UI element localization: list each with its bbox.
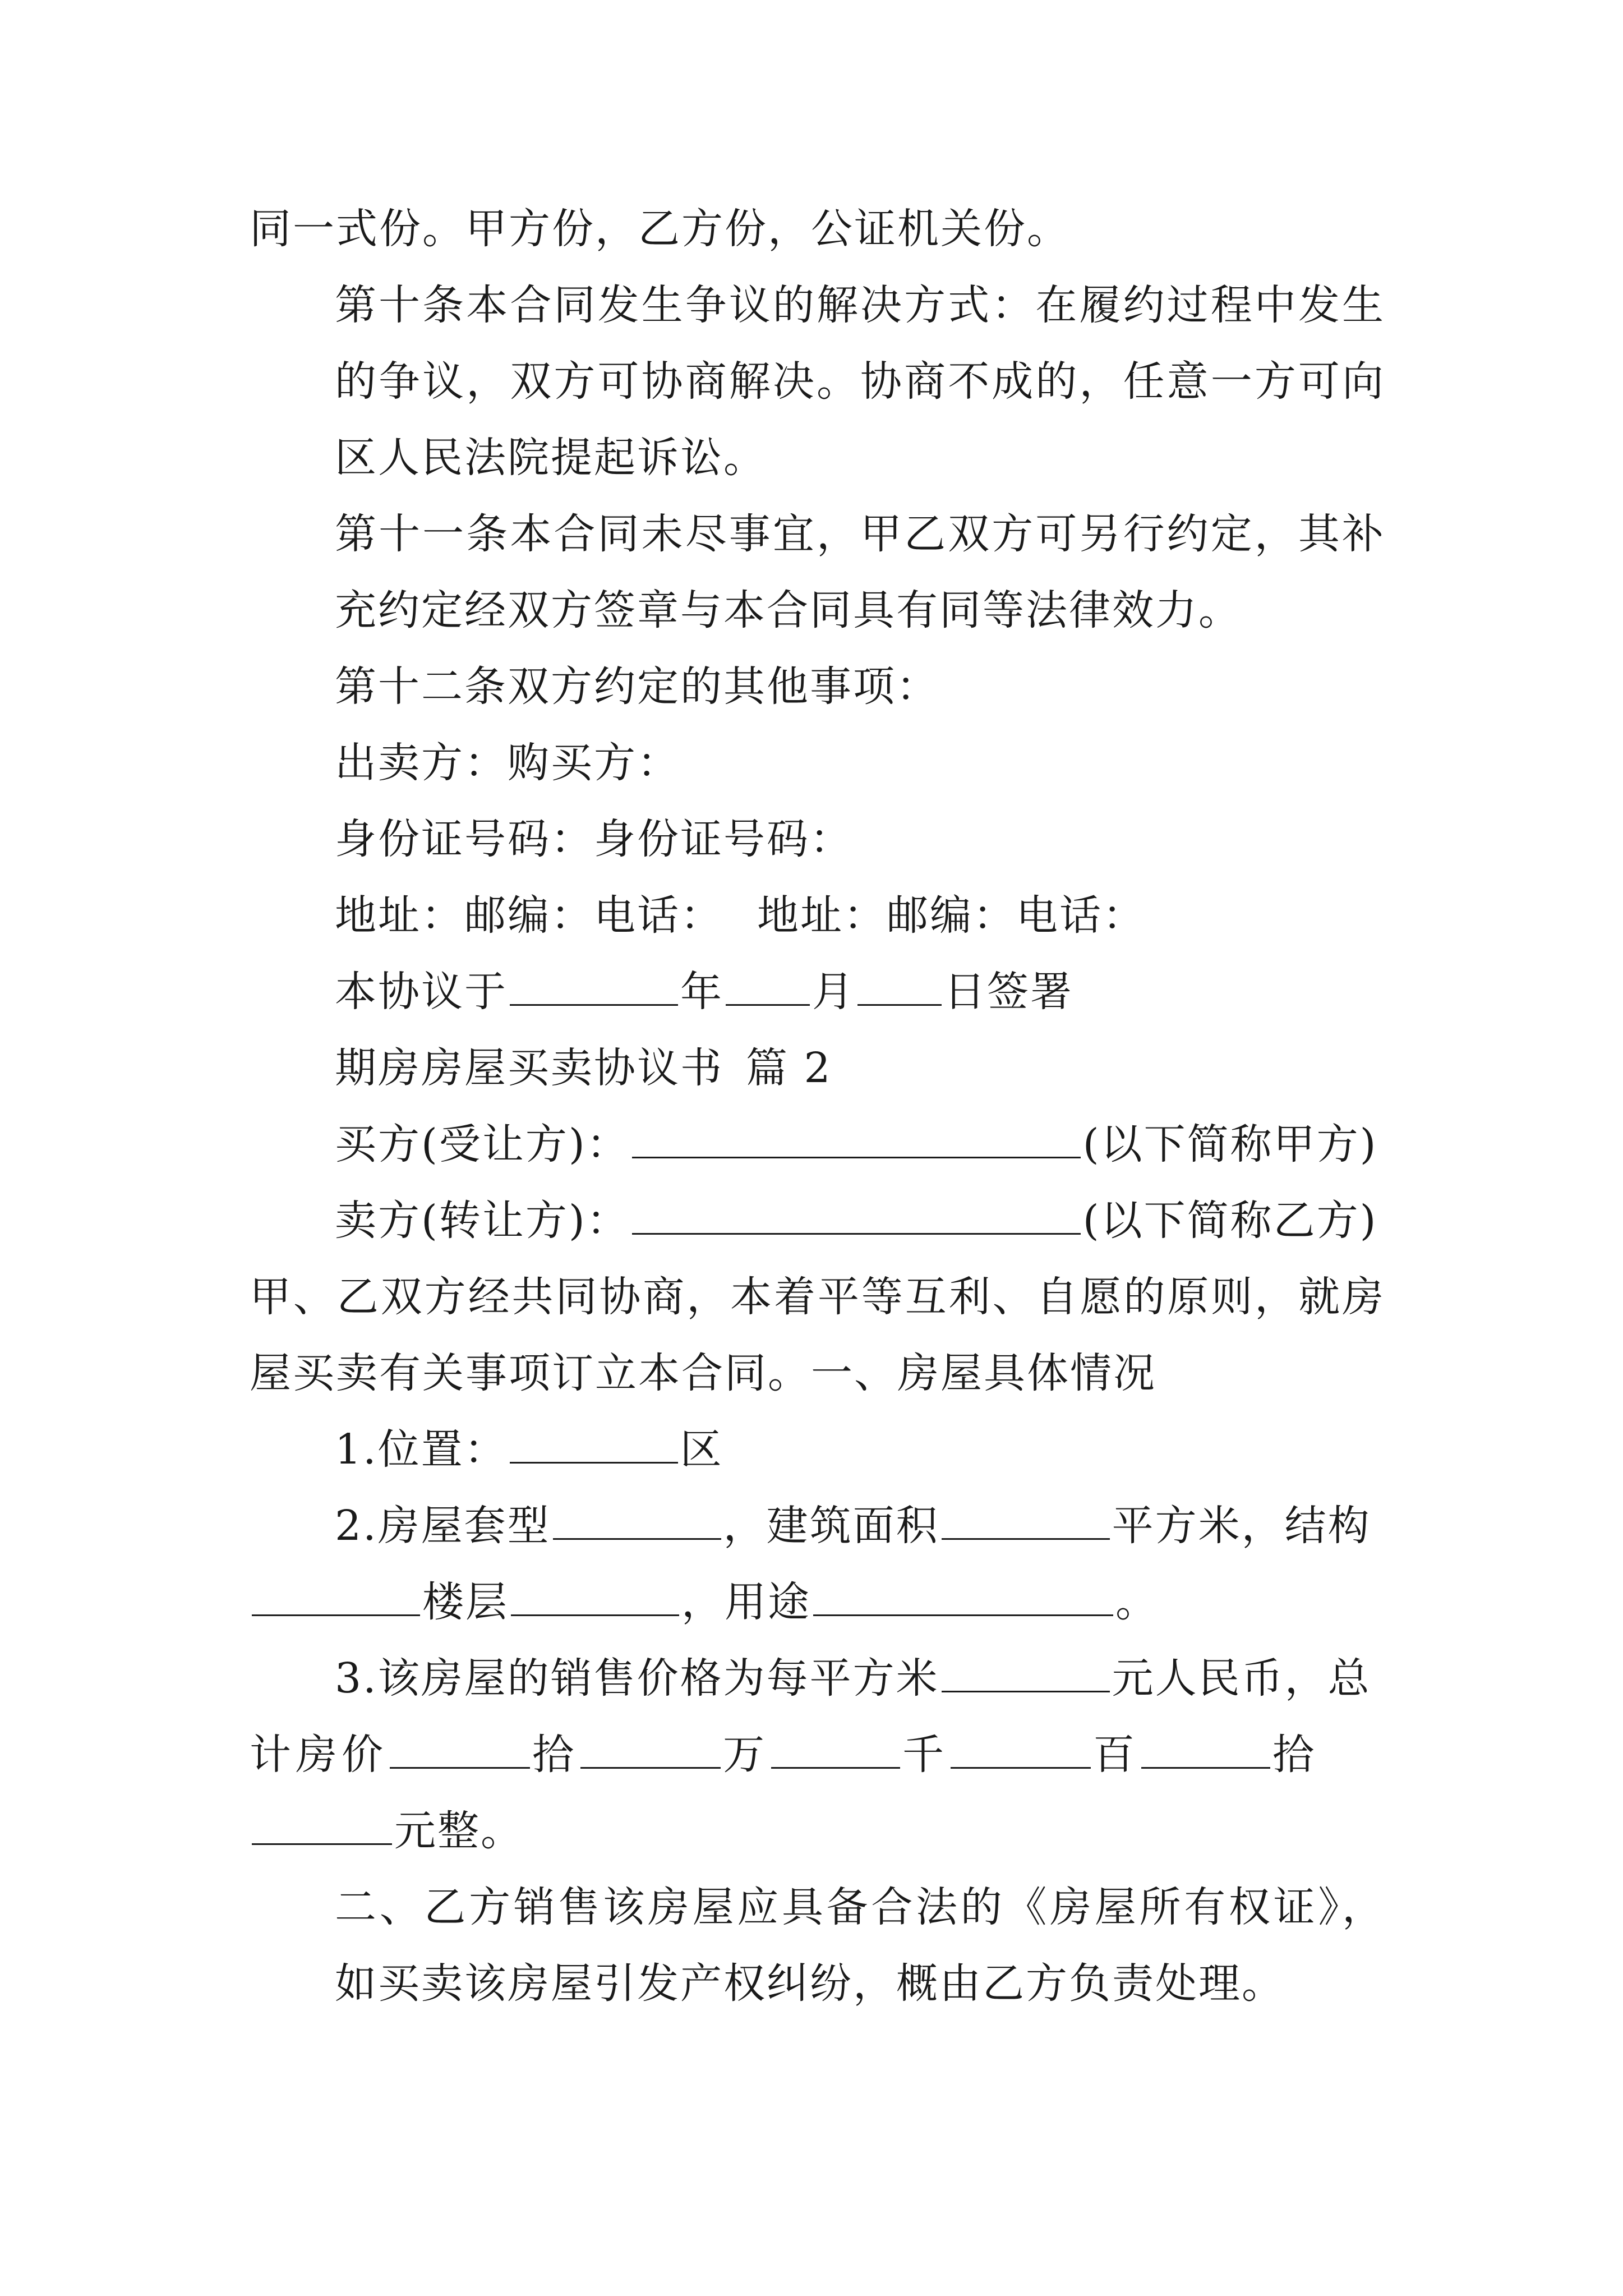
item-2-line-2 (250, 1564, 1385, 1640)
address-text-buyer: 地址：邮编：电话： (757, 891, 1146, 940)
yuan-label: 元整。 (394, 1807, 524, 1855)
day-blank[interactable] (857, 970, 942, 1006)
item-3-line-2 (250, 1717, 1385, 1793)
total-price-label: 计房价 (250, 1731, 388, 1779)
item-3-line-3 (250, 1793, 1385, 1869)
paragraph-article-10 (250, 267, 1385, 496)
address-text-seller: 地址：邮编：电话： (335, 891, 723, 940)
shi-label: 拾 (1272, 1731, 1318, 1779)
copies-text: 同一式份。甲方份，乙方份，公证机关份。 (250, 205, 1070, 253)
paragraph-copies (250, 191, 1385, 267)
paragraph-article-12 (250, 648, 1385, 725)
paragraph-intro (250, 1259, 1385, 1411)
section-2-text: 二、乙方销售该房屋应具备合法的《房屋所有权证》，如买卖该房屋引发产权纠纷，概由乙方负责处理。 (335, 1883, 1385, 2008)
seller-line (250, 1182, 1385, 1259)
buyer-suffix: (以下简称甲方) (1082, 1120, 1378, 1168)
area-label: ，建筑面积 (723, 1502, 939, 1550)
usage-label: ，用途 (681, 1578, 811, 1626)
area-blank[interactable] (942, 1504, 1110, 1540)
location-blank[interactable] (510, 1428, 678, 1464)
seller-label: 卖方(转让方)： (335, 1197, 630, 1245)
article-11-text: 第十一条本合同未尽事宜，甲乙双方可另行约定，其补充约定经双方签章与本合同具有同等法律效力。 (335, 510, 1385, 634)
shi-wan-blank[interactable] (390, 1733, 530, 1769)
wan-blank[interactable] (580, 1733, 721, 1769)
agreement-title: 期房房屋买卖协议书 (335, 1044, 723, 1092)
year-blank[interactable] (510, 970, 678, 1006)
structure-blank[interactable] (252, 1581, 420, 1616)
item-1-line (250, 1411, 1385, 1488)
id-number-line (250, 801, 1385, 877)
party-names-line (250, 725, 1385, 801)
location-label: 1.位置： (335, 1425, 508, 1474)
article-12-text: 第十二条双方约定的其他事项： (335, 662, 939, 711)
bai-blank[interactable] (951, 1733, 1091, 1769)
party-names-text: 出卖方：购买方： (335, 739, 680, 787)
yuan-blank[interactable] (252, 1810, 392, 1845)
section-number: 篇 2 (746, 1044, 832, 1092)
signing-prefix: 本协议于 (335, 968, 508, 1016)
unit-price-label: 3.该房屋的销售价格为每平方米 (335, 1654, 939, 1703)
buyer-blank[interactable] (632, 1123, 1081, 1158)
day-label: 日签署 (944, 968, 1073, 1016)
currency-label: 元人民币，总 (1112, 1654, 1371, 1703)
shi-wan-label: 拾 (532, 1731, 578, 1779)
shi-blank[interactable] (1141, 1733, 1270, 1769)
qian-blank[interactable] (771, 1733, 900, 1769)
item-2-line-1 (250, 1488, 1385, 1564)
floor-label: 楼层 (422, 1578, 509, 1626)
usage-blank[interactable] (813, 1581, 1113, 1616)
item-2-end: 。 (1115, 1578, 1159, 1626)
year-label: 年 (680, 968, 723, 1016)
seller-blank[interactable] (632, 1199, 1081, 1235)
paragraph-article-11 (250, 496, 1385, 648)
address-line (250, 877, 1385, 954)
signing-date-line (250, 954, 1385, 1030)
section-title (250, 1030, 1385, 1106)
wan-label: 万 (723, 1731, 769, 1779)
paragraph-section-2 (250, 1869, 1385, 2022)
floor-blank[interactable] (511, 1581, 679, 1616)
house-type-blank[interactable] (553, 1504, 721, 1540)
seller-suffix: (以下简称乙方) (1082, 1197, 1378, 1245)
district-label: 区 (680, 1425, 723, 1474)
article-10-text: 第十条本合同发生争议的解决方式：在履约过程中发生的争议，双方可协商解决。协商不成的，任意一方可向区人民法院提起诉讼。 (335, 281, 1385, 482)
month-blank[interactable] (726, 970, 810, 1006)
buyer-label: 买方(受让方)： (335, 1120, 630, 1168)
buyer-line (250, 1106, 1385, 1182)
id-number-text: 身份证号码：身份证号码： (335, 815, 853, 863)
month-label: 月 (812, 968, 855, 1016)
house-type-label: 2.房屋套型 (335, 1502, 551, 1550)
unit-price-blank[interactable] (942, 1657, 1110, 1692)
intro-text: 甲、乙双方经共同协商，本着平等互利、自愿的原则，就房屋买卖有关事项订立本合同。一、房屋具体情况 (250, 1273, 1385, 1397)
structure-label: 平方米，结构 (1112, 1502, 1371, 1550)
bai-label: 百 (1093, 1731, 1139, 1779)
qian-label: 千 (902, 1731, 948, 1779)
document-body (250, 191, 1385, 2022)
item-3-line-1 (250, 1640, 1385, 1717)
